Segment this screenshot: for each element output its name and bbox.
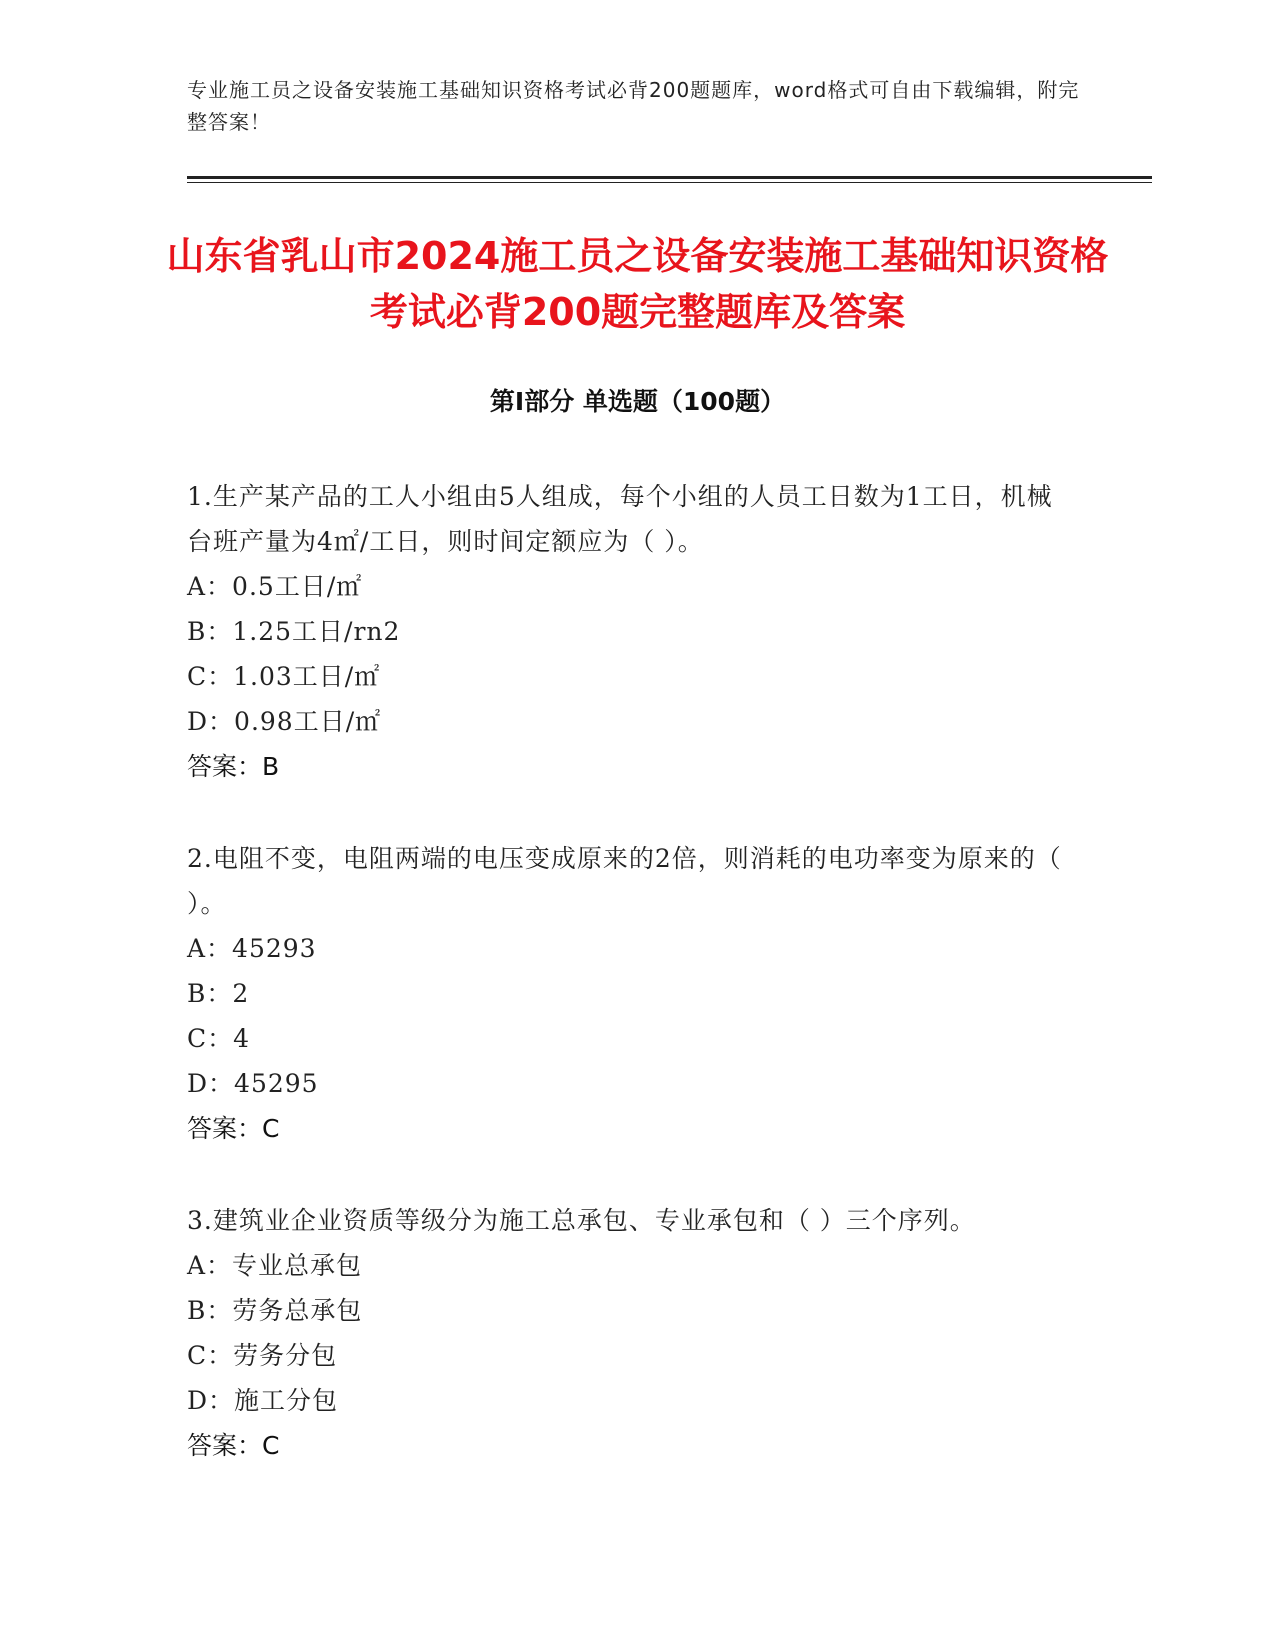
question-1 [187,474,1067,789]
document-title: 山东省乳山市2024施工员之设备安装施工基础知识资格考试必背200题完整题库及答案 [166,234,1109,334]
section-title: 第Ⅰ部分 单选题（100题） [489,387,786,416]
option-b: B：1.25工日/rn2 [187,617,401,646]
option-c: C：劳务分包 [187,1341,338,1370]
option-b: B：劳务总承包 [187,1296,363,1325]
option-c: C：4 [187,1024,251,1053]
header-note: 专业施工员之设备安装施工基础知识资格考试必背200题题库，word格式可自由下载编辑，附完整答案！ [187,78,1080,134]
question-stem: 3.建筑业企业资质等级分为施工总承包、专业承包和（ ）三个序列。 [187,1206,976,1235]
question-stem: 1.生产某产品的工人小组由5人组成，每个小组的人员工日数为1工日，机械台班产量为4㎡/工日，则时间定额应为（ ）。 [187,482,1053,556]
option-a: A：45293 [187,934,317,963]
option-c: C：1.03工日/㎡ [187,662,381,691]
question-3 [187,1198,1067,1468]
answer: 答案：C [187,1114,280,1143]
option-b: B：2 [187,979,250,1008]
question-2 [187,836,1067,1151]
answer: 答案：C [187,1431,280,1460]
option-a: A：0.5工日/㎡ [187,572,363,601]
header-divider-thin [187,182,1152,183]
header-divider-thick [187,176,1152,179]
option-d: D：施工分包 [187,1386,339,1415]
option-a: A：专业总承包 [187,1251,363,1280]
answer: 答案：B [187,752,280,781]
option-d: D：0.98工日/㎡ [187,707,382,736]
question-stem: 2.电阻不变，电阻两端的电压变成原来的2倍，则消耗的电功率变为原来的（ ）。 [187,844,1062,918]
option-d: D：45295 [187,1069,319,1098]
